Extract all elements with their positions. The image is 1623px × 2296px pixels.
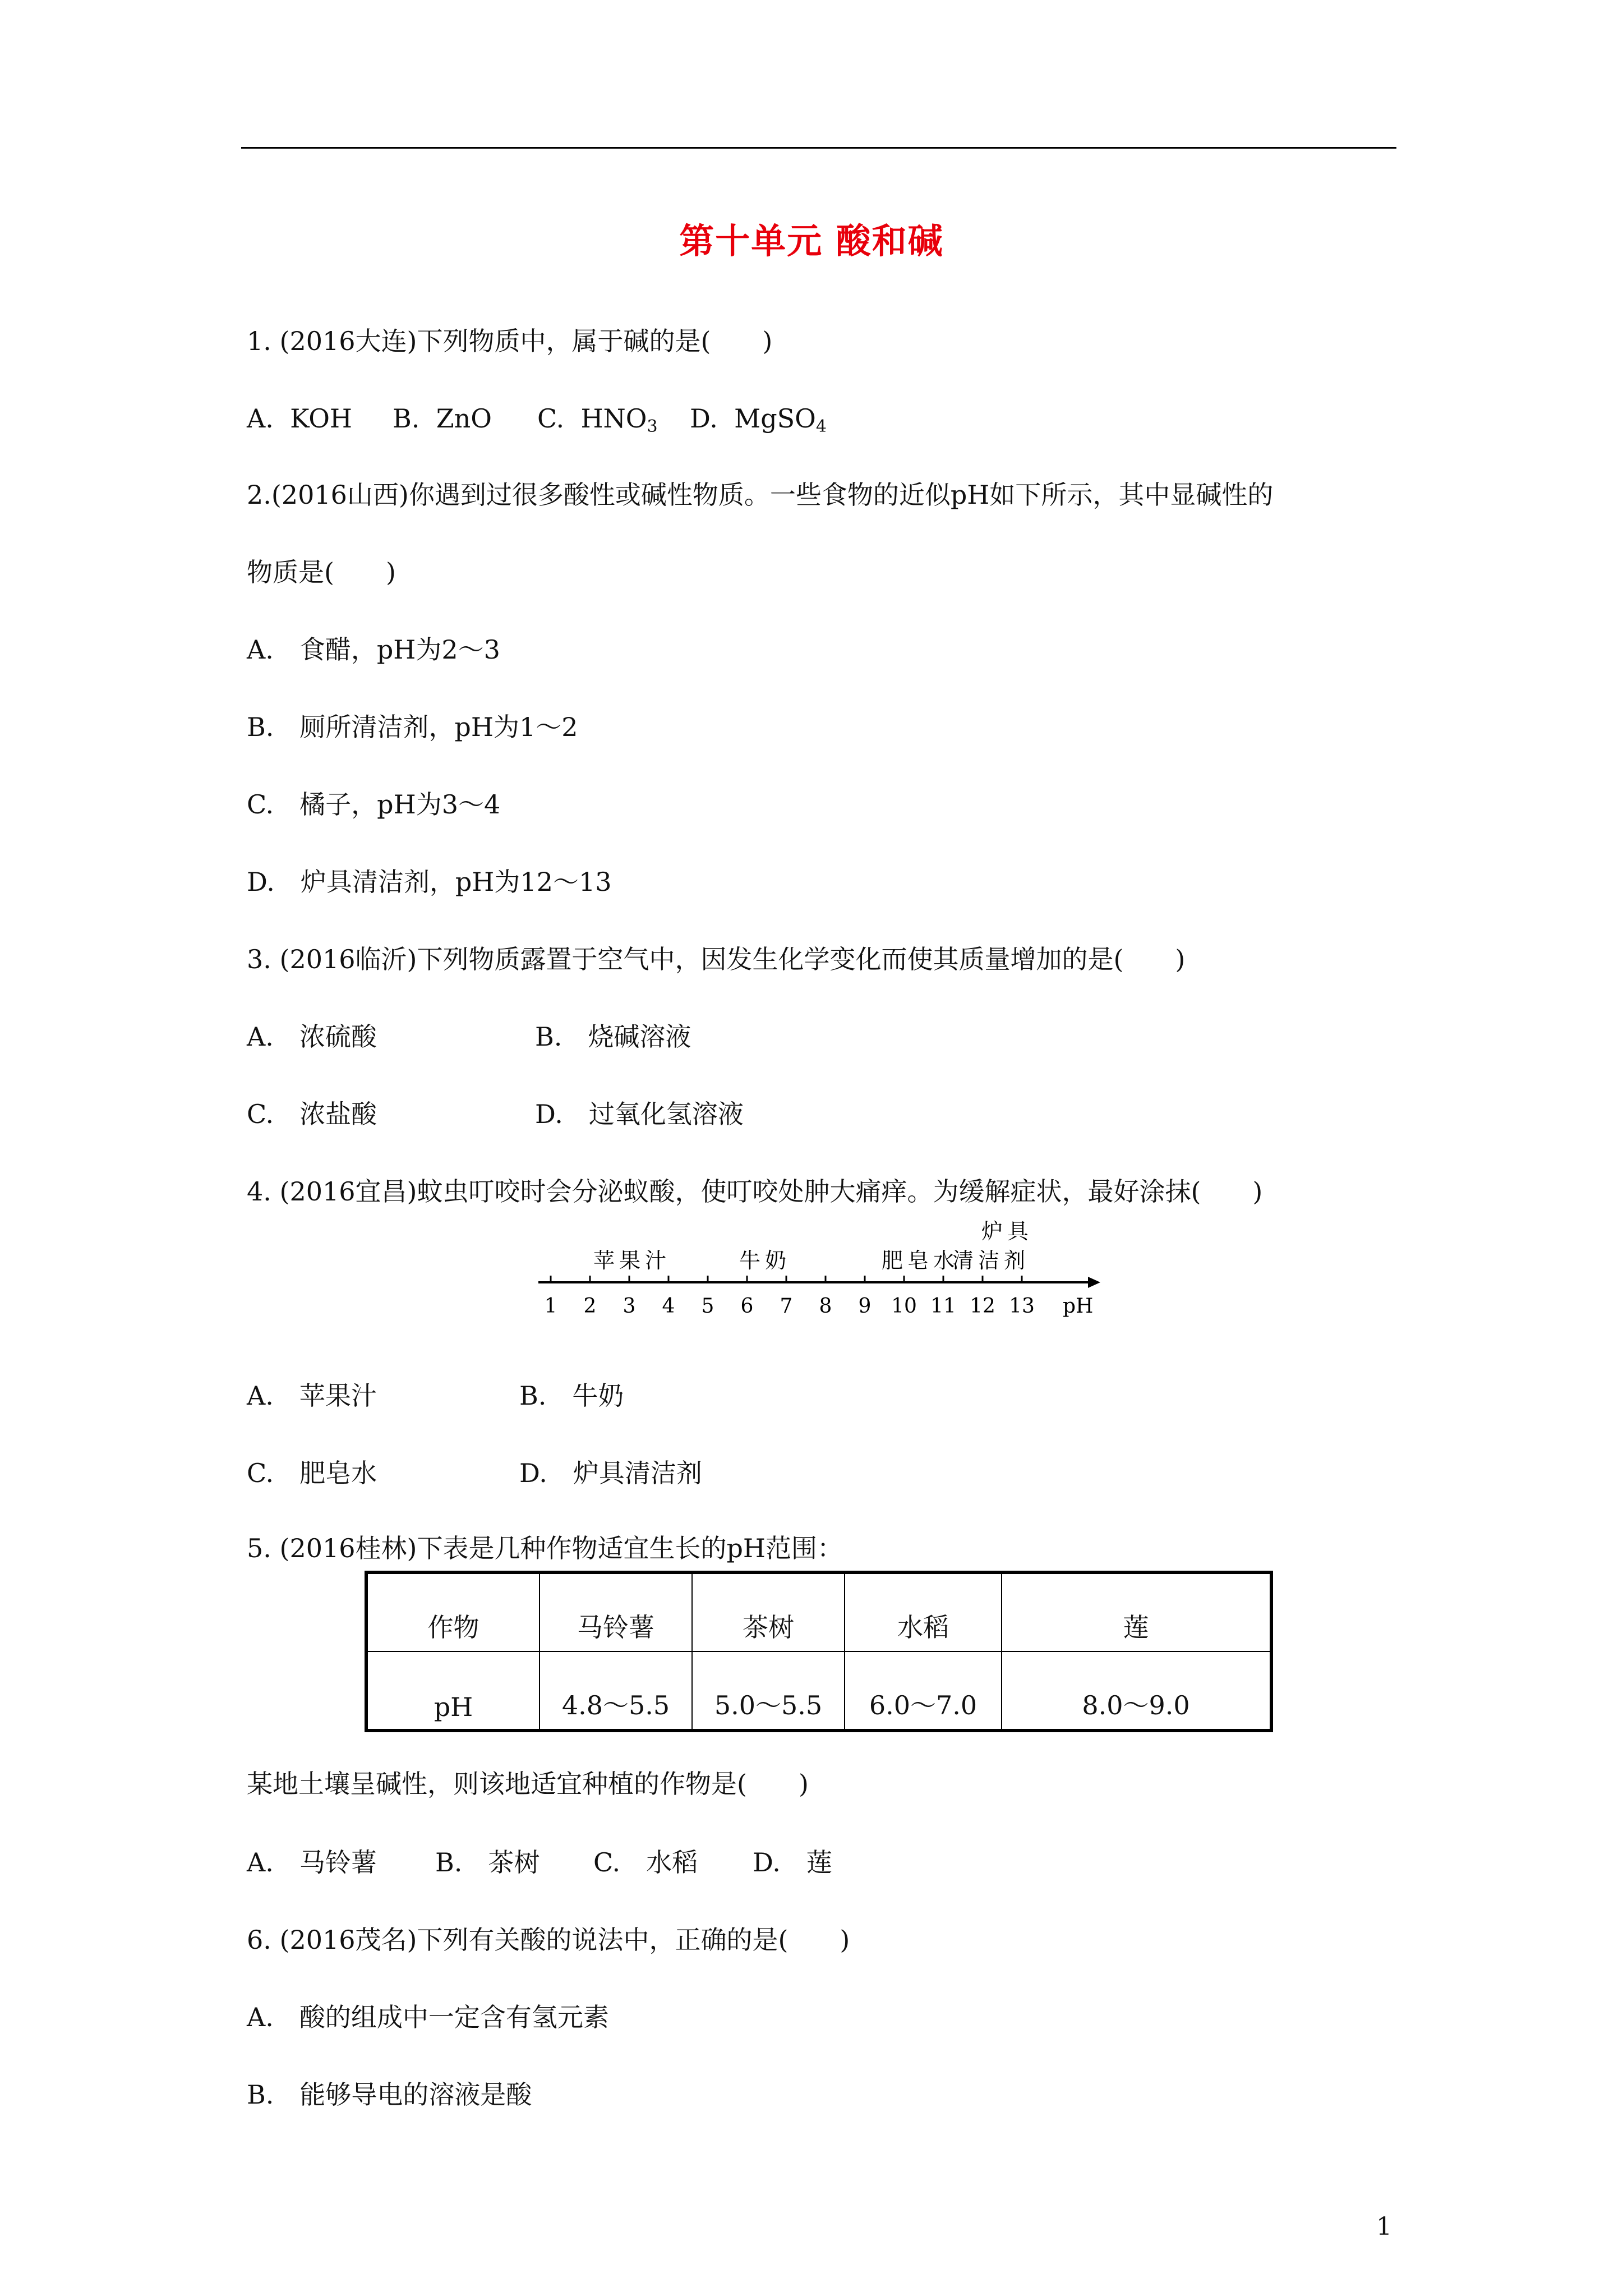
ph-label-milk: 牛奶 bbox=[739, 1248, 791, 1273]
q4-option-b: B. 牛奶 bbox=[519, 1381, 624, 1411]
question-3-stem: 3. (2016临沂)下列物质露置于空气中，因发生化学变化而使其质量增加的是( ) bbox=[247, 944, 1186, 974]
table-cell: 马铃薯 bbox=[540, 1572, 692, 1651]
q2-option-c: C. 橘子，pH为3～4 bbox=[247, 789, 501, 820]
q3-option-b: B. 烧碱溶液 bbox=[535, 1022, 691, 1052]
ph-scale-diagram bbox=[533, 1217, 1116, 1324]
question-5-question: 某地土壤呈碱性，则该地适宜种植的作物是( ) bbox=[247, 1769, 809, 1799]
question-4-stem: 4. (2016宜昌)蚊虫叮咬时会分泌蚁酸，使叮咬处肿大痛痒。为缓解症状，最好涂抹( ) bbox=[247, 1176, 1263, 1207]
ph-tick-label-8: 8 bbox=[819, 1295, 832, 1318]
q3-option-c: C. 浓盐酸 bbox=[247, 1099, 377, 1129]
header-rule bbox=[241, 147, 1396, 149]
ph-axis-arrow bbox=[1088, 1277, 1100, 1288]
table-cell: 作物 bbox=[366, 1572, 540, 1651]
question-1-options bbox=[247, 402, 827, 435]
q6-option-a: A. 酸的组成中一定含有氢元素 bbox=[247, 2002, 609, 2032]
ph-tick-label-5: 5 bbox=[701, 1295, 714, 1318]
ph-tick-label-3: 3 bbox=[623, 1295, 636, 1318]
q1-option-b: B. ZnO bbox=[393, 403, 492, 434]
question-4-options-row2 bbox=[247, 1456, 702, 1490]
question-5-options bbox=[247, 1846, 832, 1879]
q3-option-a: A. 浓硫酸 bbox=[247, 1022, 377, 1052]
ph-tick-label-12: 12 bbox=[970, 1295, 995, 1318]
q5-option-c: C. 水稻 bbox=[593, 1847, 698, 1878]
ph-label-apple-juice: 苹果汁 bbox=[593, 1248, 671, 1273]
q5-option-b: B. 茶树 bbox=[435, 1847, 540, 1878]
ph-tick-label-1: 1 bbox=[544, 1295, 557, 1318]
table-cell: 4.8～5.5 bbox=[540, 1651, 692, 1731]
q2-option-b: B. 厕所清洁剂，pH为1～2 bbox=[247, 712, 578, 742]
q6-option-b: B. 能够导电的溶液是酸 bbox=[247, 2079, 532, 2110]
question-3-options-row2 bbox=[247, 1097, 744, 1131]
question-6-stem: 6. (2016茂名)下列有关酸的说法中，正确的是( ) bbox=[247, 1925, 850, 1955]
question-2-stem-line1: 2.(2016山西)你遇到过很多酸性或碱性物质。一些食物的近似pH如下所示，其中显碱性的 bbox=[247, 480, 1274, 510]
question-4-options-row1 bbox=[247, 1379, 624, 1412]
q3-option-d: D. 过氧化氢溶液 bbox=[535, 1099, 744, 1129]
q1-option-a: A. KOH bbox=[247, 403, 353, 434]
table-cell: 6.0～7.0 bbox=[845, 1651, 1002, 1731]
q5-option-d: D. 莲 bbox=[753, 1847, 832, 1878]
table-cell: pH bbox=[366, 1651, 540, 1731]
ph-tick-label-11: 11 bbox=[930, 1295, 956, 1318]
table-row-header bbox=[366, 1572, 1271, 1651]
ph-label-stove-cleaner-bottom: 清洁剂 bbox=[952, 1248, 1030, 1273]
question-5-stem: 5. (2016桂林)下表是几种作物适宜生长的pH范围： bbox=[247, 1533, 843, 1563]
page-title: 第十单元 酸和碱 bbox=[679, 220, 944, 261]
ph-label-soap-water: 肥皂水 bbox=[882, 1248, 960, 1273]
q4-option-a: A. 苹果汁 bbox=[247, 1381, 377, 1411]
q1-option-c: C. $HNO_3$ bbox=[537, 403, 658, 436]
ph-axis-label: pH bbox=[1063, 1295, 1094, 1318]
question-2-stem-line2: 物质是( ) bbox=[247, 557, 396, 587]
table-cell: 5.0～5.5 bbox=[692, 1651, 845, 1731]
page-number: 1 bbox=[1376, 2212, 1392, 2241]
q4-option-c: C. 肥皂水 bbox=[247, 1458, 377, 1488]
q1-option-d: D. MgSO$_4$ bbox=[690, 403, 827, 436]
ph-tick-label-7: 7 bbox=[780, 1295, 793, 1318]
ph-tick-label-13: 13 bbox=[1009, 1295, 1035, 1318]
ph-tick-label-4: 4 bbox=[662, 1295, 675, 1318]
ph-tick-label-9: 9 bbox=[858, 1295, 872, 1318]
ph-tick-label-2: 2 bbox=[583, 1295, 597, 1318]
ph-tick-label-10: 10 bbox=[891, 1295, 917, 1318]
table-row-ph bbox=[366, 1651, 1271, 1731]
table-cell: 水稻 bbox=[845, 1572, 1002, 1651]
q2-option-d: D. 炉具清洁剂，pH为12～13 bbox=[247, 867, 612, 897]
crop-ph-table bbox=[365, 1571, 1273, 1732]
ph-tick-label-6: 6 bbox=[740, 1295, 754, 1318]
table-cell: 莲 bbox=[1002, 1572, 1271, 1651]
ph-label-stove-cleaner-top: 炉具 bbox=[981, 1219, 1034, 1244]
question-1-stem: 1. (2016大连)下列物质中，属于碱的是( ) bbox=[247, 326, 773, 356]
q2-option-a: A. 食醋，pH为2～3 bbox=[247, 634, 500, 665]
q4-option-d: D. 炉具清洁剂 bbox=[519, 1458, 702, 1488]
table-cell: 8.0～9.0 bbox=[1002, 1651, 1271, 1731]
q5-option-a: A. 马铃薯 bbox=[247, 1847, 377, 1878]
question-3-options-row1 bbox=[247, 1020, 691, 1053]
table-cell: 茶树 bbox=[692, 1572, 845, 1651]
